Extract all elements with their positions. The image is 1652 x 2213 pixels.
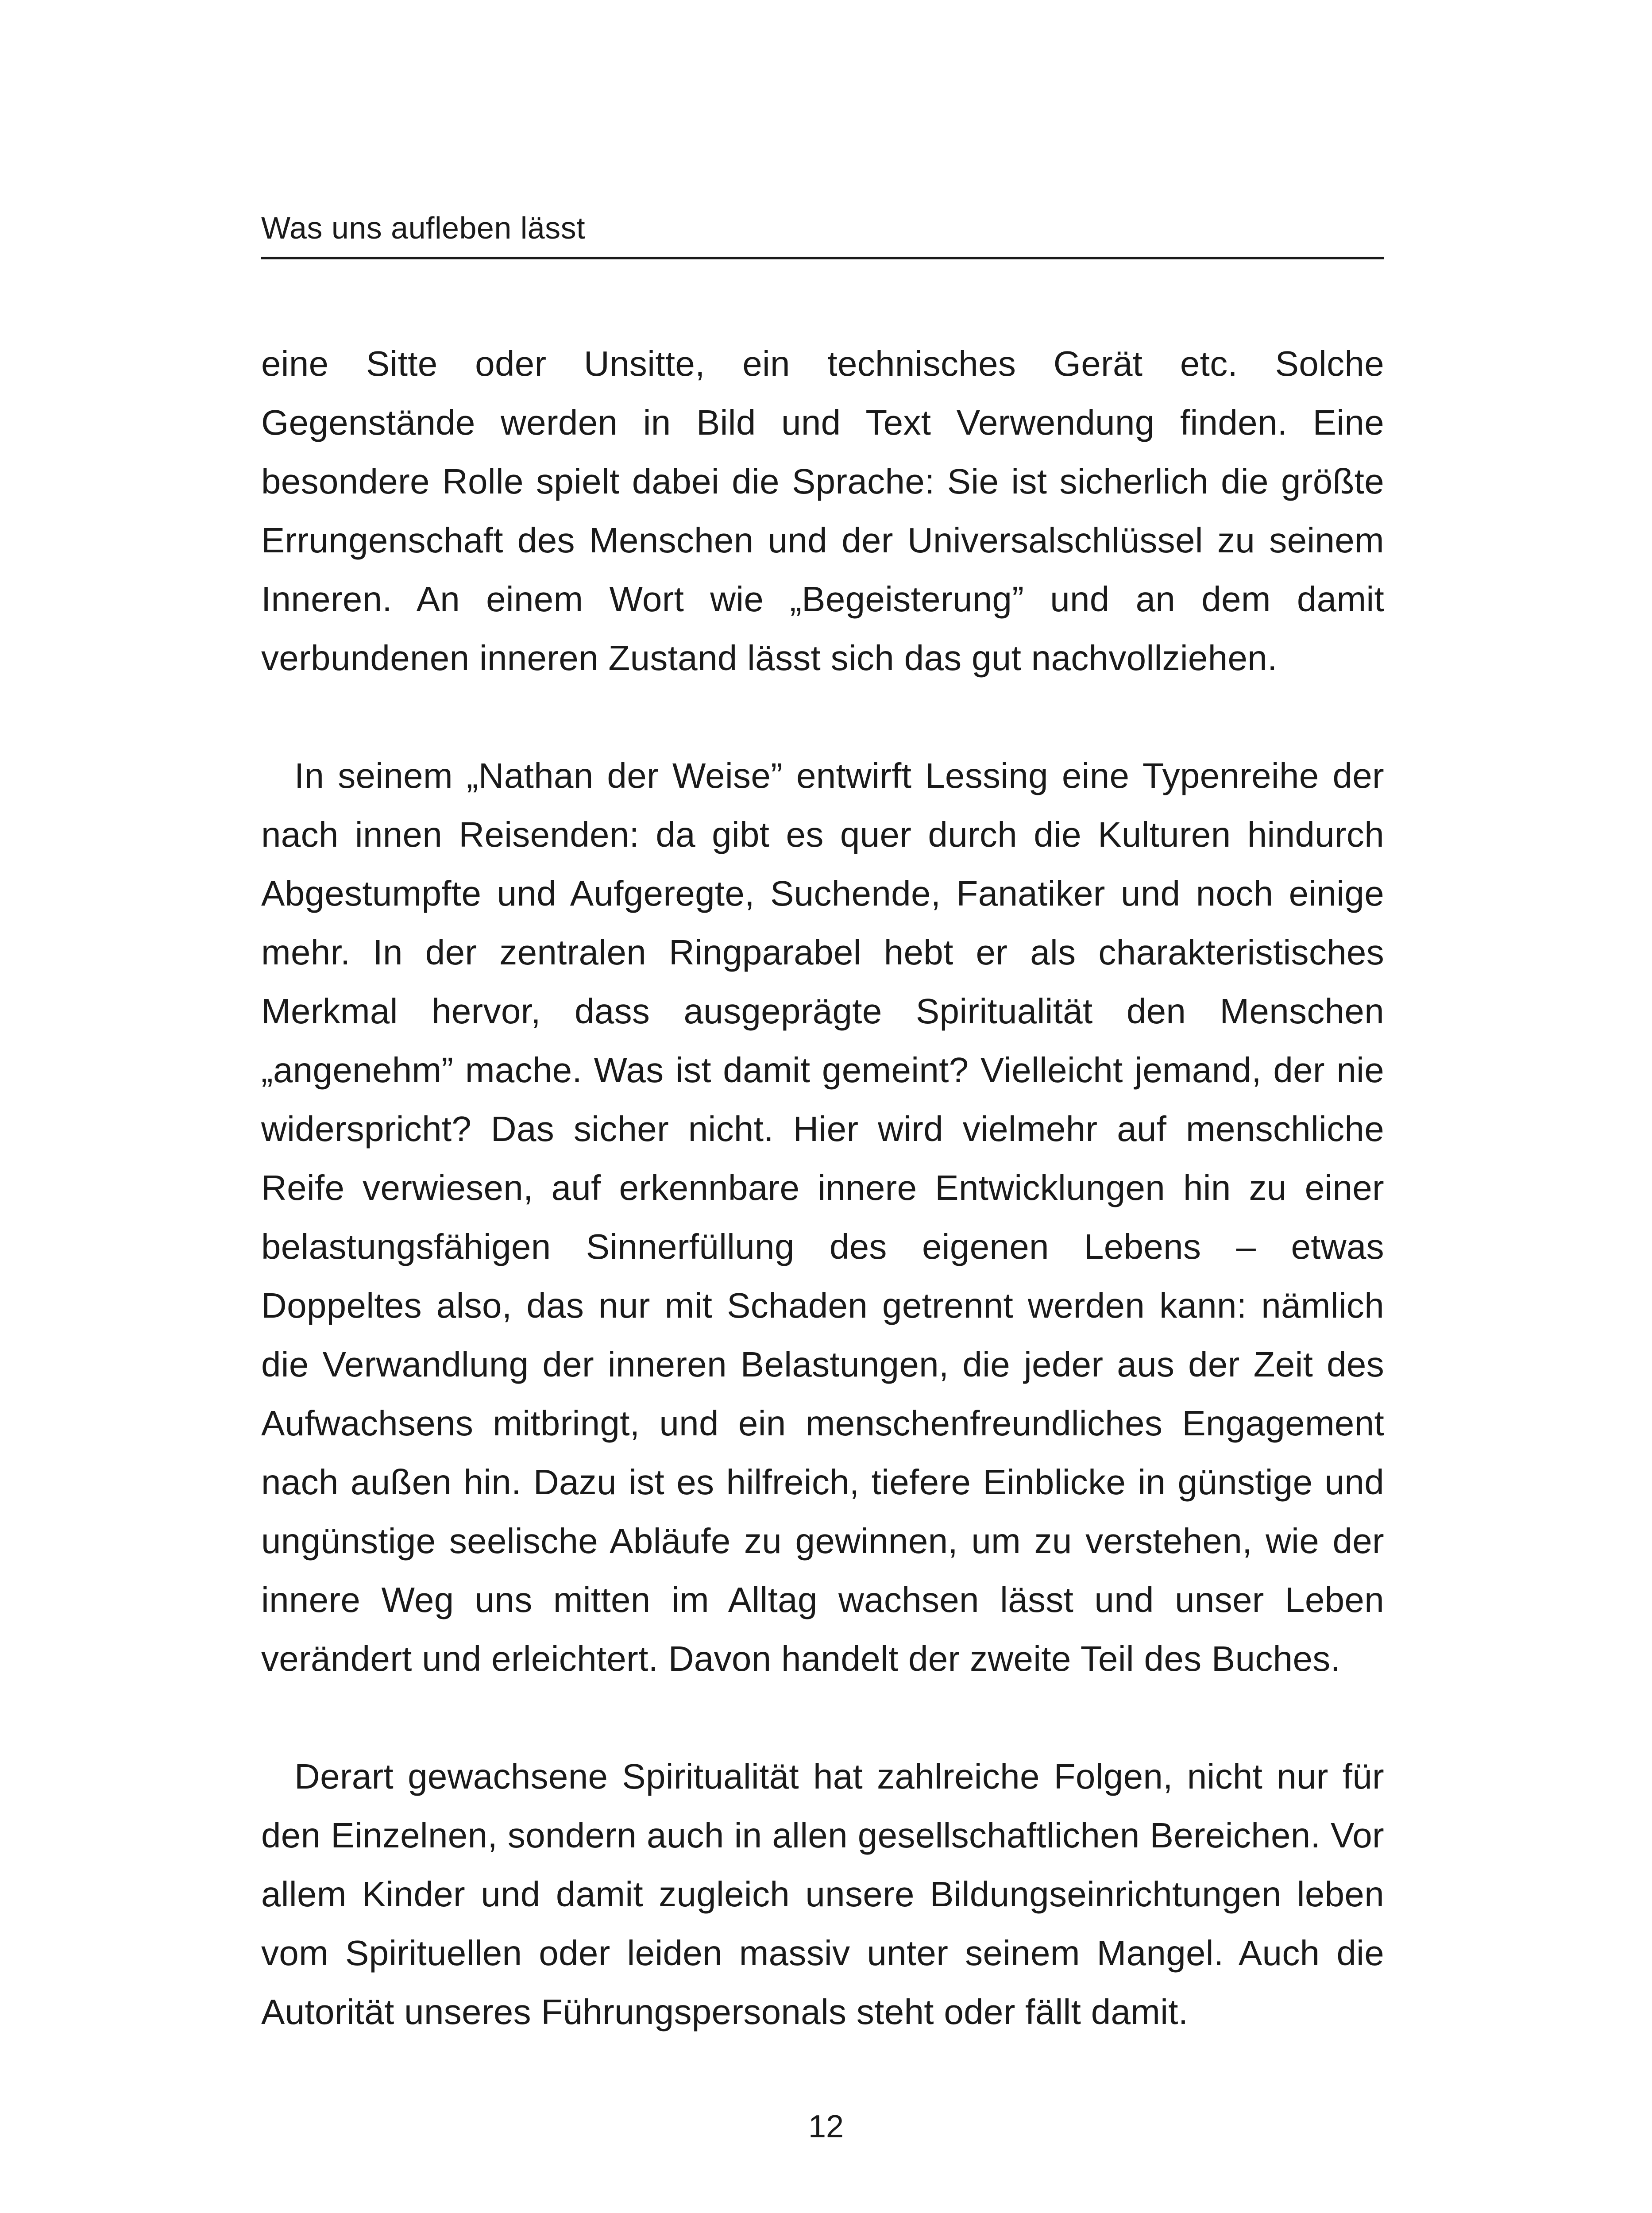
body-text — [261, 334, 1384, 2041]
running-head-title: Was uns aufleben lässt — [261, 211, 586, 245]
header-rule — [261, 257, 1384, 259]
paragraph-1: eine Sitte oder Unsitte, ein technisches Gerät etc. Solche Gegenstände werden in Bild und Text Verwendung finden. Eine besondere Rolle spielt dabei die Sprache: Sie ist sicherlich die größte Errungenschaft des Menschen und der Universalschlüssel zu seinem Inneren. An einem Wort wie „Begeisterung” und an dem damit verbundenen inneren Zustand lässt sich das gut nachvollziehen. — [261, 344, 1384, 678]
paragraph-3: Derart gewachsene Spiritualität hat zahlreiche Folgen, nicht nur für den Einzelnen, sondern auch in allen gesellschaftlichen Bereichen. Vor allem Kinder und damit zugleich unsere Bildungseinrichtungen leben vom Spirituellen oder leiden massiv unter seinem Mangel. Auch die Autorität unseres Führungspersonals steht oder fällt damit. — [261, 1757, 1384, 2032]
page-number: 12 — [808, 2109, 844, 2144]
paragraph-2: In seinem „Nathan der Weise” entwirft Lessing eine Typenreihe der nach innen Reisenden: da gibt es quer durch die Kulturen hindurch Abgestumpfte und Aufgeregte, Suchende, Fanatiker und noch einige mehr. In der zentralen Ringparabel hebt er als charakteristisches Merkmal hervor, dass ausgeprägte Spiritualität den Menschen „angenehm” mache. Was ist damit gemeint? Vielleicht jemand, der nie widerspricht? Das sicher nicht. Hier wird vielmehr auf menschliche Reife verwiesen, auf erkennbare innere Entwicklungen hin zu einer belastungsfähigen Sinnerfüllung des eigenen Lebens – etwas Doppeltes also, das nur mit Schaden getrennt werden kann: nämlich die Verwandlung der inneren Belastungen, die jeder aus der Zeit des Aufwachsens mitbringt, und ein menschenfreundliches Engagement nach außen hin. Dazu ist es hilfreich, tiefere Einblicke in günstige und ungünstige seelische Abläufe zu gewinnen, um zu verstehen, wie der innere Weg uns mitten im Alltag wachsen lässt und unser Leben verändert und erleichtert. Davon handelt der zweite Teil des Buches. — [261, 756, 1384, 1678]
